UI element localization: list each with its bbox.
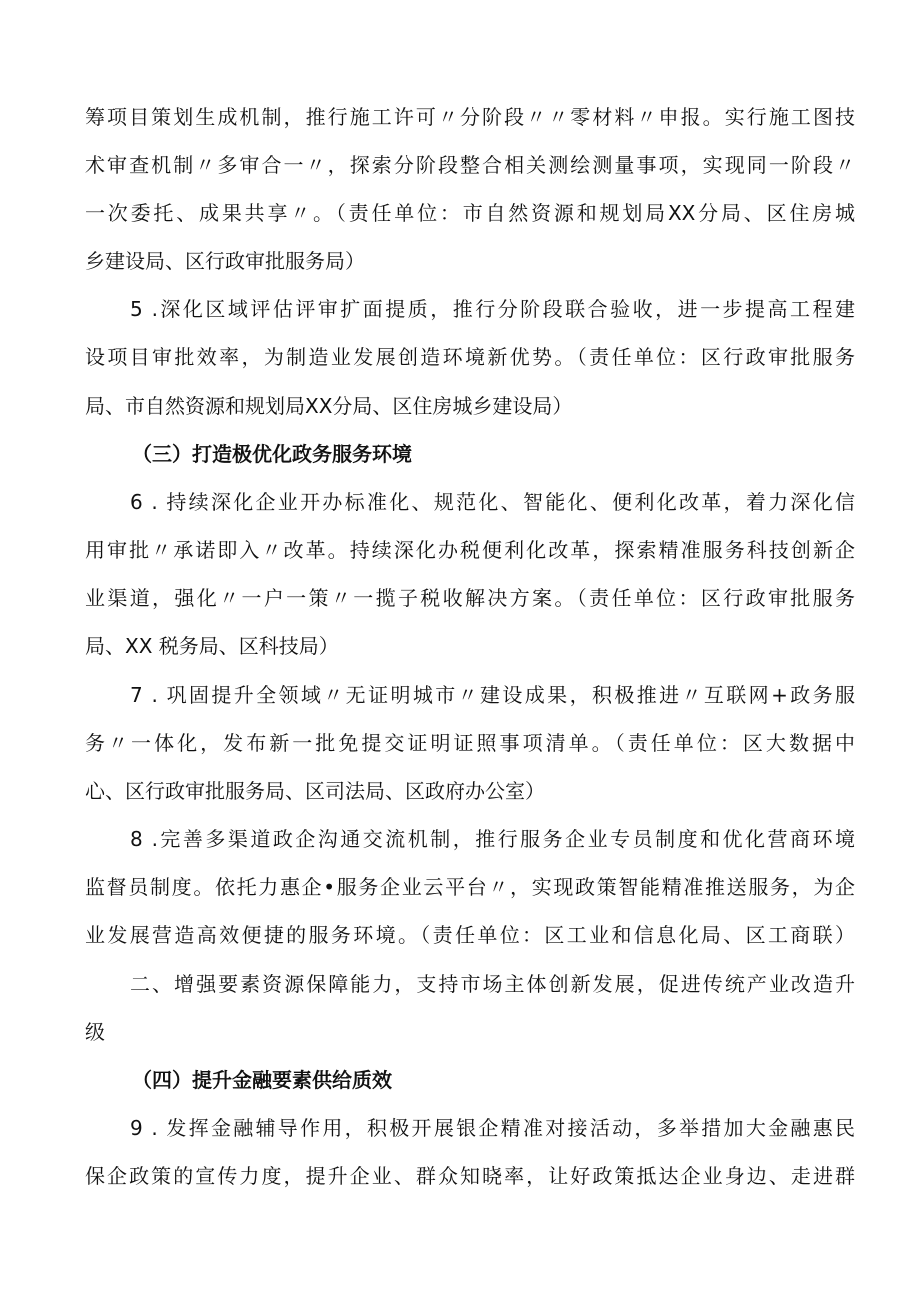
section-heading: （四）提升金融要素供给质效 bbox=[132, 1068, 392, 1092]
text-line: 保企政策的宣传力度，提升企业、群众知晓率，让好政策抵达企业身边、走进群 bbox=[85, 1164, 855, 1188]
text-line: 9 . 发挥金融辅导作用，积极开展银企精准对接活动，多举措加大金融惠民 bbox=[130, 1116, 855, 1140]
text-line: 一次委托、成果共享〃。（责任单位：市自然资源和规划局XX分局、区住房城 bbox=[85, 201, 855, 225]
text-line: 局、市自然资源和规划局XX分局、区住房城乡建设局） bbox=[85, 394, 573, 418]
text-line: 用审批〃承诺即入〃改革。持续深化办税便利化改革，探索精准服务科技创新企 bbox=[85, 538, 855, 562]
text-line: 级 bbox=[85, 1020, 105, 1044]
text-line: 二、增强要素资源保障能力，支持市场主体创新发展，促进传统产业改造升 bbox=[130, 972, 855, 996]
text-line: 务〃一体化，发布新一批免提交证明证照事项清单。（责任单位：区大数据中 bbox=[85, 731, 855, 755]
section-heading: （三）打造极优化政务服务环境 bbox=[132, 442, 412, 466]
text-line: 乡建设局、区行政审批服务局） bbox=[85, 249, 365, 273]
text-line: 8 .完善多渠道政企沟通交流机制，推行服务企业专员制度和优化营商环境 bbox=[130, 827, 855, 851]
text-line: 5 .深化区域评估评审扩面提质，推行分阶段联合验收，进一步提高工程建 bbox=[130, 297, 855, 321]
text-line: 监督员制度。依托力惠企•服务企业云平台〃，实现政策智能精准推送服务，为企 bbox=[85, 875, 855, 899]
text-line: 心、区行政审批服务局、区司法局、区政府办公室） bbox=[85, 779, 545, 803]
text-line: 6 . 持续深化企业开办标准化、规范化、智能化、便利化改革，着力深化信 bbox=[130, 490, 855, 514]
text-line: 筹项目策划生成机制，推行施工许可〃分阶段〃〃零材料〃申报。实行施工图技 bbox=[85, 105, 855, 129]
text-line: 局、XX 税务局、区科技局） bbox=[85, 634, 339, 658]
text-line: 业发展营造高效便捷的服务环境。（责任单位：区工业和信息化局、区工商联） bbox=[85, 923, 855, 947]
text-line: 7 . 巩固提升全领域〃无证明城市〃建设成果，积极推进〃互联网+政务服 bbox=[130, 683, 855, 707]
text-line: 设项目审批效率，为制造业发展创造环境新优势。（责任单位：区行政审批服务 bbox=[85, 345, 855, 369]
text-line: 业渠道，强化〃一户一策〃一揽子税收解决方案。（责任单位：区行政审批服务 bbox=[85, 586, 855, 610]
text-line: 术审查机制〃多审合一〃，探索分阶段整合相关测绘测量事项，实现同一阶段〃 bbox=[85, 153, 855, 177]
